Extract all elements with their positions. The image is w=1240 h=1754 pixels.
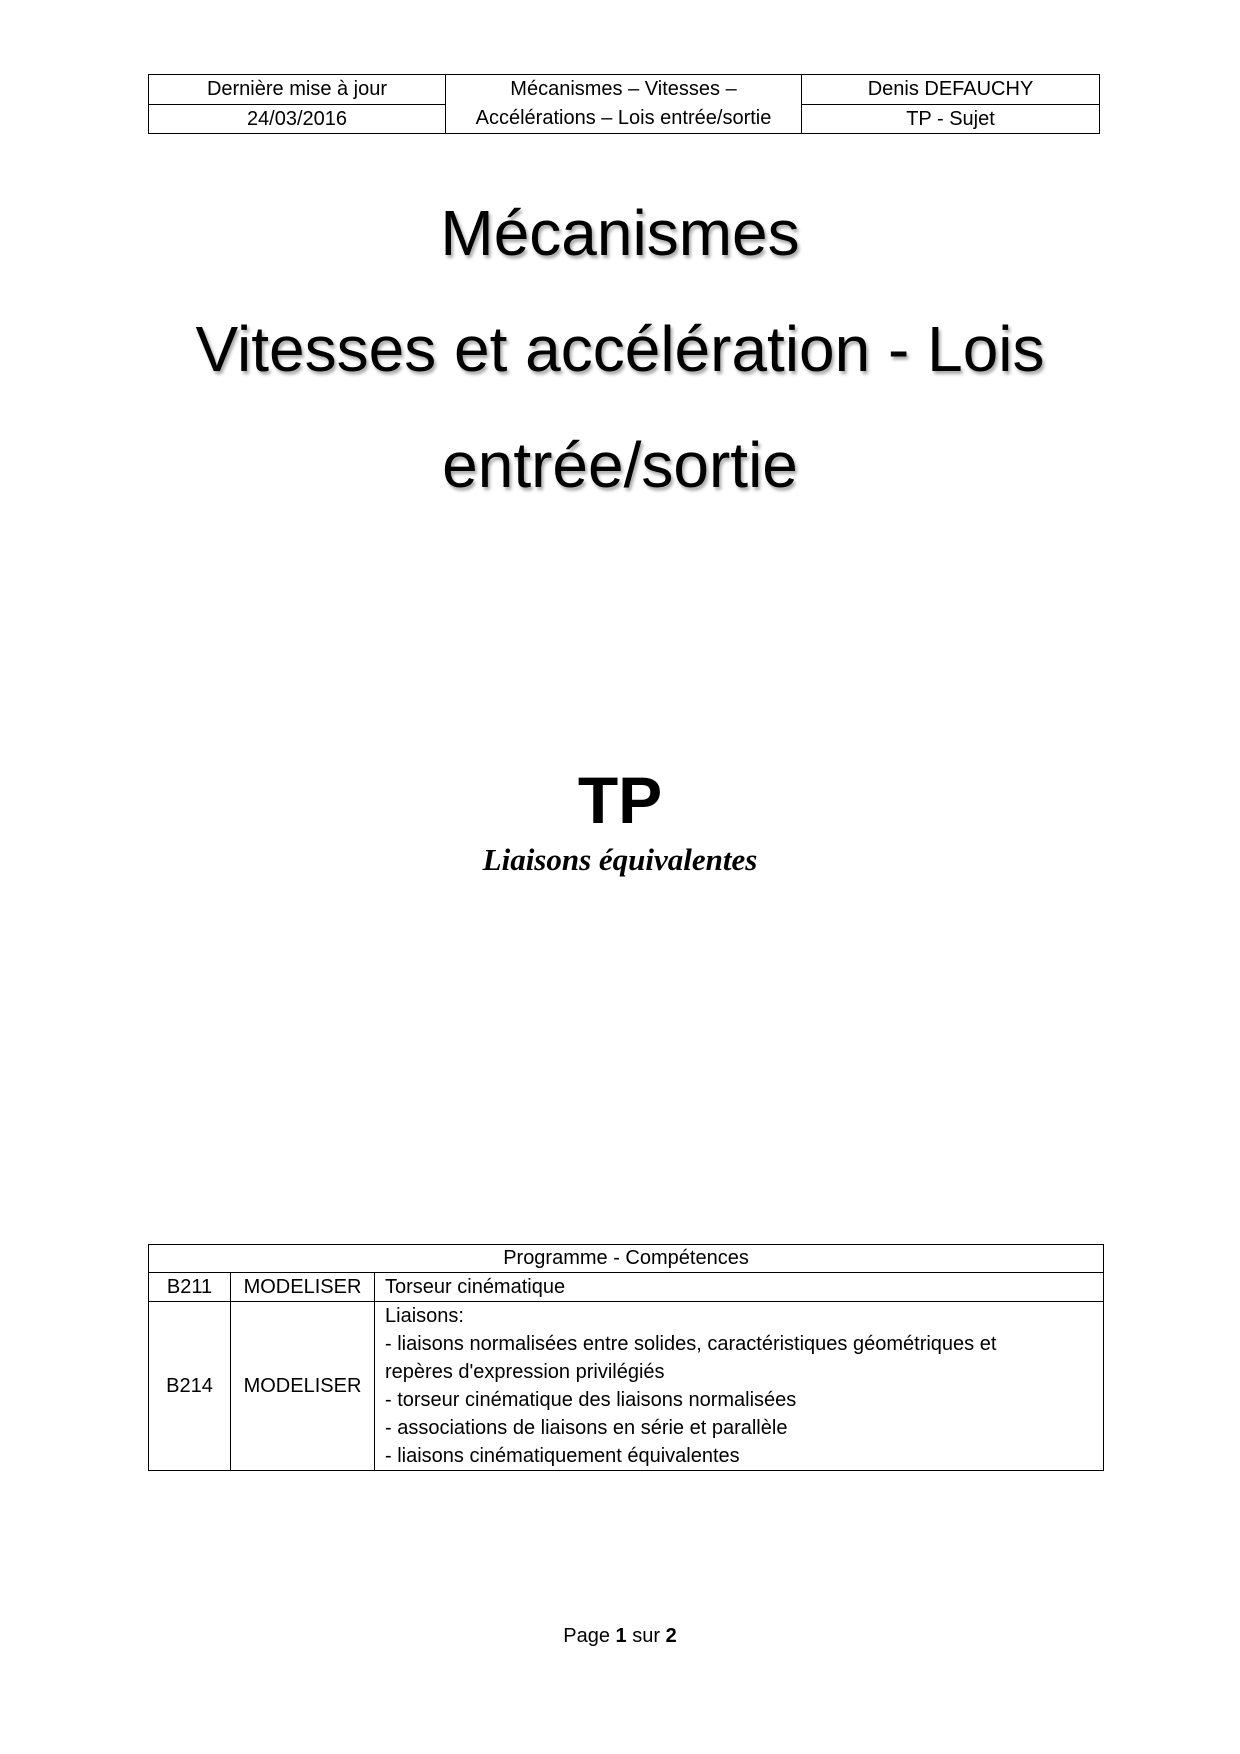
description-line: - liaisons normalisées entre solides, caractéristiques géométriques et (385, 1333, 997, 1355)
description-line: repères d'expression privilégiés (385, 1361, 665, 1383)
tp-label: TP (577, 763, 663, 837)
competences-header: Programme - Compétences (149, 1245, 1104, 1273)
page-footer (0, 1625, 1240, 1648)
description-line: - liaisons cinématiquement équivalentes (385, 1445, 740, 1467)
doc-type: TP - Sujet (802, 104, 1100, 134)
page-current: 1 (615, 1625, 627, 1647)
last-update-label: Dernière mise à jour (149, 75, 446, 105)
competence-code: B211 (149, 1273, 231, 1302)
topic-line-2: Accélérations – Lois entrée/sortie (475, 107, 772, 129)
competence-code: B214 (149, 1302, 231, 1471)
competence-description (375, 1273, 1104, 1302)
description-line: Torseur cinématique (385, 1276, 566, 1298)
competence-description (375, 1302, 1104, 1471)
topic-cell (446, 75, 802, 134)
competence-category: MODELISER (231, 1302, 375, 1471)
subtitle: Liaisons équivalentes (482, 842, 758, 877)
title-line-2: Vitesses et accélération - Lois (195, 313, 1045, 385)
description-line: - torseur cinématique des liaisons normalisées (385, 1389, 797, 1411)
topic-line-1: Mécanismes – Vitesses – (510, 78, 737, 100)
description-line: - associations de liaisons en série et parallèle (385, 1417, 788, 1439)
page-word: Page (563, 1625, 610, 1647)
table-row (149, 1302, 1104, 1471)
table-row (149, 1273, 1104, 1302)
author: Denis DEFAUCHY (802, 75, 1100, 105)
competences-table (148, 1244, 1104, 1471)
description-line: Liaisons: (385, 1305, 464, 1327)
page-total: 2 (665, 1625, 677, 1647)
of-word: sur (632, 1625, 661, 1647)
title-line-3: entrée/sortie (442, 429, 798, 501)
competence-category: MODELISER (231, 1273, 375, 1302)
title-line-1: Mécanismes (440, 197, 800, 269)
header-table (148, 74, 1100, 134)
last-update-date: 24/03/2016 (149, 104, 446, 134)
page-title (0, 175, 1240, 523)
